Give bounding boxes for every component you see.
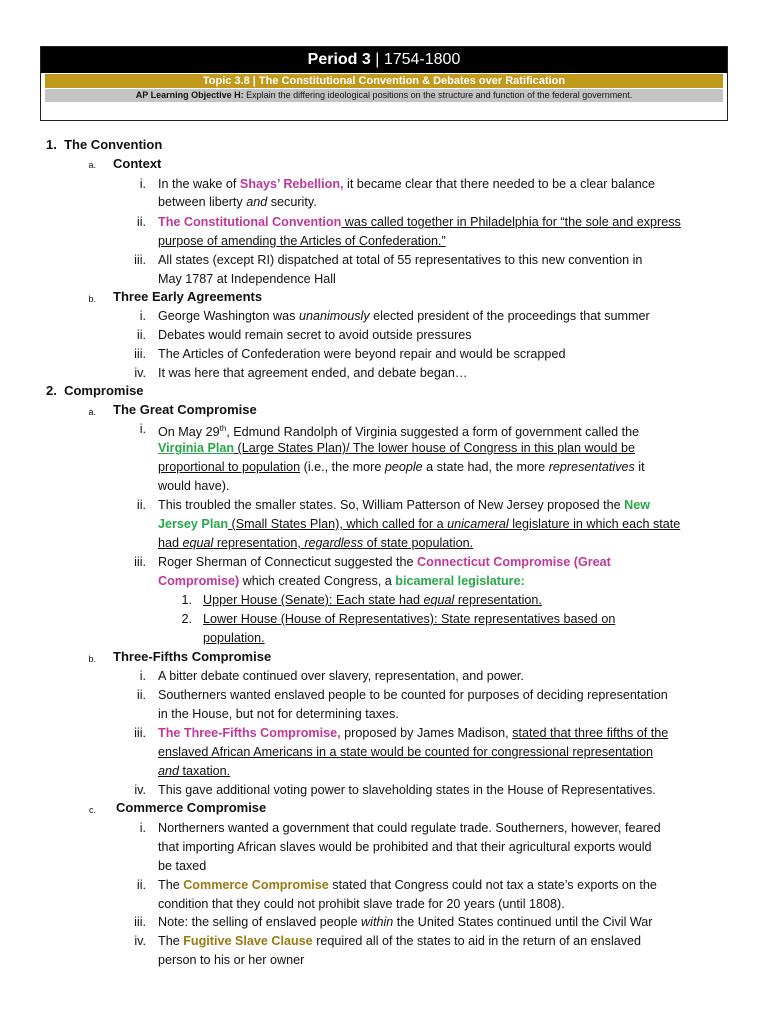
marker-iii: iii. <box>134 726 146 740</box>
document-header <box>40 46 728 121</box>
text: In the wake of <box>158 177 240 191</box>
underlined-text: (Large States Plan)/ The lower house of Congress in this plan would be <box>234 441 635 455</box>
marker-i: i. <box>139 309 146 323</box>
line-text <box>158 307 650 325</box>
marker-b: b. <box>88 294 96 304</box>
section-number: 1. <box>46 137 57 152</box>
marker-ii: ii. <box>136 215 146 229</box>
text: had <box>158 536 183 550</box>
line-text: All states (except RI) dispatched at total of 55 representatives to this new convention in <box>158 253 643 267</box>
line-text <box>158 762 230 780</box>
subheading-commerce-compromise: Commerce Compromise <box>116 800 267 815</box>
text: On May 29 <box>158 425 220 440</box>
text: (i.e., the more <box>300 460 385 474</box>
line-text <box>158 515 680 533</box>
emphasis: regardless <box>304 536 364 550</box>
underlined-text: legislature in which each state <box>508 517 681 531</box>
key-term: Virginia Plan <box>158 441 235 455</box>
subheading-great-compromise: The Great Compromise <box>113 402 257 417</box>
line-text: Southerners wanted enslaved people to be counted for purposes of deciding representation <box>158 688 668 702</box>
objective-label: AP Learning Objective H: <box>135 90 244 100</box>
subheading-three-fifths-compromise: Three-Fifths Compromise <box>113 649 272 664</box>
line-text: Northerners wanted a government that could regulate trade. Southerners, however, feared <box>158 821 661 835</box>
underlined-text: purpose of amending the Articles of Confederation.” <box>158 234 446 248</box>
key-term: Commerce Compromise <box>183 878 329 892</box>
marker-ii: ii. <box>136 688 146 702</box>
period-label: Period 3 <box>307 51 371 68</box>
text: This troubled the smaller states. So, William Patterson of New Jersey proposed the <box>158 498 625 512</box>
line-text <box>158 213 681 231</box>
text: The <box>158 934 184 948</box>
line-text: This gave additional voting power to slaveholding states in the House of Representatives. <box>158 783 656 797</box>
line-text <box>158 439 635 457</box>
marker-i: i. <box>139 422 146 436</box>
text: representation, <box>213 536 305 550</box>
section-number: 2. <box>46 383 57 398</box>
line-text <box>158 496 650 514</box>
marker-iv: iv. <box>134 366 146 380</box>
emphasis: equal <box>423 593 455 607</box>
line-text <box>158 932 641 950</box>
marker-ii: ii. <box>136 328 146 342</box>
text: it <box>634 460 645 474</box>
section-1-heading <box>46 136 162 154</box>
key-term: New <box>624 498 651 512</box>
line-text: A bitter debate continued over slavery, representation, and power. <box>158 669 524 683</box>
marker-a: a. <box>88 407 96 417</box>
line-text <box>158 420 639 441</box>
topic-bar: Topic 3.8 | The Constitutional Convention & Debates over Ratification <box>45 74 723 88</box>
marker-iii: iii. <box>134 555 146 569</box>
line-text: It was here that agreement ended, and debate began… <box>158 366 468 380</box>
underlined-text: proportional to population <box>158 460 301 474</box>
line-text <box>203 591 542 609</box>
emphasis: within <box>361 915 394 929</box>
text: of state population. <box>363 536 474 550</box>
line-text <box>158 724 668 742</box>
period-title-bar <box>41 47 727 73</box>
marker-iii: iii. <box>134 253 146 267</box>
text: taxation. <box>179 764 231 778</box>
marker-iii: iii. <box>134 915 146 929</box>
line-text: be taxed <box>158 859 207 873</box>
underlined-text: (Small States Plan), which called for a <box>228 517 448 531</box>
marker-i: i. <box>139 821 146 835</box>
text: Note: the selling of enslaved people <box>158 915 362 929</box>
period-years: 1754-1800 <box>383 51 461 68</box>
marker-a: a. <box>88 160 96 170</box>
marker-ii: ii. <box>136 878 146 892</box>
text: Upper House (Senate): Each state had <box>203 593 424 607</box>
key-term: Shays’ Rebellion, <box>239 177 344 191</box>
line-text <box>158 876 657 894</box>
line-text <box>158 458 645 476</box>
line-text: in the House, but not for determining taxes. <box>158 707 399 721</box>
key-term: Compromise) <box>158 574 240 588</box>
line-text: Debates would remain secret to avoid outside pressures <box>158 328 472 342</box>
emphasis: representatives <box>548 460 635 474</box>
text: proposed by James Madison, <box>340 726 513 740</box>
text: George Washington was <box>158 309 299 323</box>
line-text <box>158 534 473 552</box>
text: a state had, the more <box>422 460 549 474</box>
line-text <box>158 175 655 193</box>
marker-b: b. <box>88 654 96 664</box>
emphasis: equal <box>182 536 214 550</box>
line-text: person to his or her owner <box>158 953 305 967</box>
key-term: bicameral legislature: <box>395 574 525 588</box>
marker-c: c. <box>88 805 96 815</box>
section-title: Compromise <box>64 383 144 398</box>
line-text: would have). <box>158 479 230 493</box>
emphasis: people <box>384 460 423 474</box>
objective-text: Explain the differing ideological positions on the structure and function of the federal government. <box>243 90 633 100</box>
key-term: The Three-Fifths Compromise, <box>158 726 341 740</box>
text: , Edmund Randolph of Virginia suggested a form of government called the <box>226 425 640 440</box>
emphasis: and <box>246 195 268 209</box>
underlined-text: stated that three fifths of the <box>512 726 669 740</box>
marker-iv: iv. <box>134 934 146 948</box>
text: stated that Congress could not tax a state’s exports on the <box>328 878 657 892</box>
underlined-text: population. <box>203 631 265 645</box>
text: which created Congress, a <box>239 574 396 588</box>
underlined-text: Lower House (House of Representatives): State representatives based on <box>203 612 616 626</box>
underlined-text: was called together in Philadelphia for “the sole and express <box>341 215 681 229</box>
marker-iii: iii. <box>134 347 146 361</box>
line-text: condition that they could not prohibit slave trade for 20 years (until 1808). <box>158 897 565 911</box>
text: the United States continued until the Civil War <box>393 915 653 929</box>
line-text <box>158 572 525 590</box>
underlined-text: enslaved African Americans in a state would be counted for congressional representation <box>158 745 653 759</box>
marker-i: i. <box>139 669 146 683</box>
marker-1: 1. <box>181 593 192 607</box>
line-text <box>158 913 653 931</box>
subheading-three-early-agreements: Three Early Agreements <box>113 289 263 304</box>
line-text <box>158 553 611 571</box>
marker-ii: ii. <box>136 498 146 512</box>
line-text <box>158 193 317 211</box>
text: Roger Sherman of Connecticut suggested the <box>158 555 418 569</box>
text: representation. <box>454 593 542 607</box>
section-title: The Convention <box>64 137 163 152</box>
marker-i: i. <box>139 177 146 191</box>
text: The <box>158 878 184 892</box>
key-term: Connecticut Compromise (Great <box>417 555 611 569</box>
text: between liberty <box>158 195 247 209</box>
subheading-context: Context <box>113 156 162 171</box>
text: security. <box>267 195 317 209</box>
text: elected president of the proceedings that summer <box>369 309 650 323</box>
superscript: th <box>219 424 227 433</box>
key-term: The Constitutional Convention <box>158 215 342 229</box>
marker-2: 2. <box>181 612 192 626</box>
text: required all of the states to aid in the return of an enslaved <box>312 934 642 948</box>
line-text: The Articles of Confederation were beyond repair and would be scrapped <box>158 347 566 361</box>
key-term: Fugitive Slave Clause <box>183 934 313 948</box>
learning-objective-bar <box>45 89 723 102</box>
emphasis: unanimously <box>298 309 370 323</box>
line-text: May 1787 at Independence Hall <box>158 272 336 286</box>
section-2-heading <box>46 382 144 400</box>
emphasis: and <box>158 764 180 778</box>
marker-iv: iv. <box>134 783 146 797</box>
emphasis: unicameral <box>447 517 509 531</box>
text: it became clear that there needed to be a clear balance <box>343 177 656 191</box>
key-term: Jersey Plan <box>158 517 229 531</box>
line-text: that importing African slaves would be prohibited and that their agricultural exports would <box>158 840 652 854</box>
period-separator: | <box>370 51 384 68</box>
